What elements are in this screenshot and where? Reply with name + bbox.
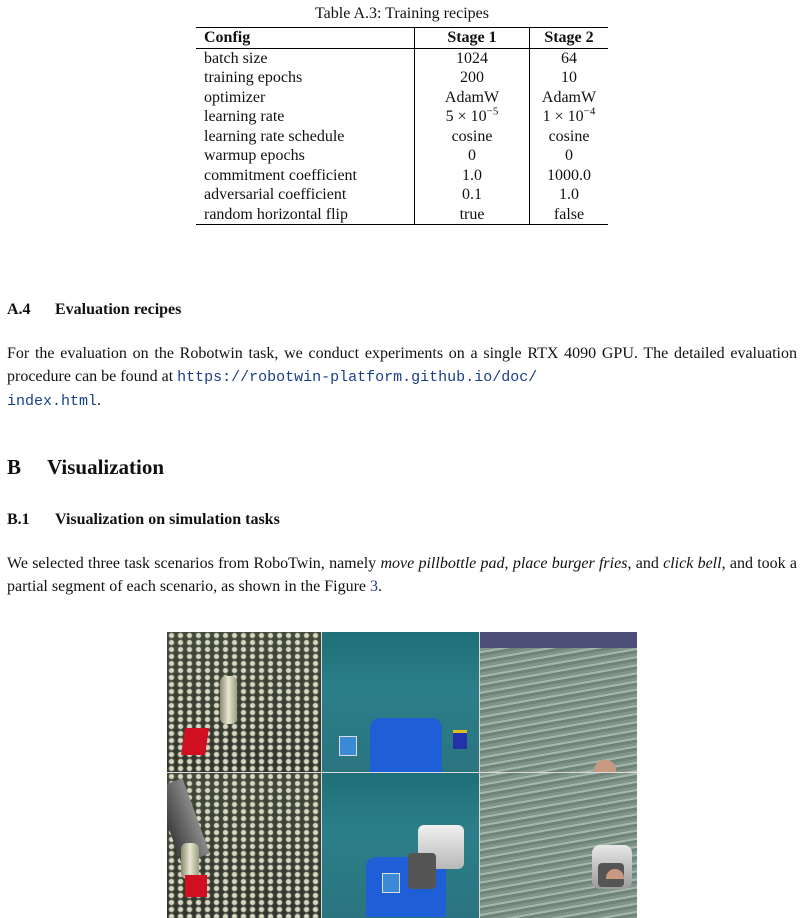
stage-1-value: 1024 (415, 48, 530, 68)
figure-panel-burger-fries-frame-1 (322, 632, 480, 773)
header-stage-2: Stage 2 (544, 29, 594, 46)
red-pad-image (185, 875, 207, 897)
stage-1-value: cosine (415, 127, 530, 147)
stage-1-value: 1.0 (415, 166, 530, 186)
paragraph-text: . (378, 578, 382, 595)
figure-panel-pillbottle-frame-2 (167, 773, 322, 918)
stage-2-value: 10 (561, 69, 577, 86)
section-a4-heading (7, 301, 181, 319)
pill-bottle-image (181, 843, 199, 879)
row-label: warmup epochs (204, 147, 305, 164)
paragraph-text: For the evaluation on the Robotwin task, we conduct experiments on a single RTX 4090 GPU. The detailed evaluation procedure can be found at (7, 345, 797, 385)
stage-1-value: 0.1 (415, 185, 530, 205)
paragraph-text: , and (627, 555, 664, 572)
row-label: random horizontal flip (204, 205, 348, 223)
table-row (196, 146, 608, 166)
section-a4-paragraph (7, 342, 797, 413)
stage-2-value: 64 (561, 49, 577, 67)
lr-mantissa: 5 × 10 (445, 108, 487, 125)
figure-panel-click-bell-frame-2 (480, 773, 637, 918)
stage-1-value: 200 (415, 68, 530, 88)
task-name: click bell (663, 555, 722, 572)
stage-1-value: AdamW (415, 88, 530, 108)
row-label: learning rate (204, 108, 285, 125)
red-pad-image (181, 728, 209, 755)
table-row (196, 127, 608, 147)
stage-2-value (530, 107, 609, 127)
evaluation-url-link-continued[interactable]: index.html (7, 393, 98, 410)
wall-strip (480, 632, 637, 648)
stage-2-value: cosine (548, 127, 590, 145)
burger-box-image (382, 873, 400, 893)
figure-reference-link[interactable]: 3 (370, 578, 378, 595)
section-number: A.4 (7, 301, 31, 318)
row-label: learning rate schedule (204, 127, 345, 145)
header-config: Config (204, 29, 251, 46)
row-label: training epochs (204, 69, 303, 86)
figure-panel-click-bell-frame-1 (480, 632, 637, 773)
section-b-heading (7, 455, 164, 479)
stage-2-value: AdamW (541, 88, 597, 106)
table-row (196, 68, 608, 88)
bell-image (594, 760, 616, 772)
figure-panel-pillbottle-frame-1 (167, 632, 322, 773)
stage-1-value (415, 107, 530, 127)
stage-1-value: true (415, 205, 530, 225)
paragraph-text: , (504, 555, 513, 572)
simulation-figure-grid (167, 632, 637, 918)
fries-box-image (453, 730, 467, 749)
table-caption: Table A.3: Training recipes (315, 5, 489, 22)
paragraph-text: . (97, 392, 102, 409)
lr-exponent: −5 (486, 105, 499, 118)
pill-bottle-image (220, 676, 237, 724)
table-row (196, 48, 608, 68)
lr-exponent: −4 (583, 105, 596, 118)
row-label: commitment coefficient (204, 166, 357, 184)
training-recipes-table (196, 27, 608, 225)
section-number: B.1 (7, 511, 30, 528)
stage-1-value: 0 (415, 146, 530, 166)
table-row (196, 166, 608, 186)
evaluation-url-link[interactable]: https://robotwin-platform.github.io/doc/ (177, 369, 538, 386)
stage-2-value: 0 (565, 147, 573, 164)
blue-tray-image (370, 718, 442, 773)
task-name: place burger fries (512, 555, 628, 572)
lr-mantissa: 1 × 10 (542, 108, 584, 125)
paragraph-text: We selected three task scenarios from RoboTwin, namely (7, 555, 381, 572)
row-label: adversarial coefficient (204, 186, 347, 203)
section-b1-heading (7, 511, 280, 529)
table-row (196, 185, 608, 205)
section-b1-paragraph (7, 552, 797, 598)
burger-box-image (339, 736, 357, 756)
stage-2-value: 1.0 (559, 186, 579, 203)
section-title: Evaluation recipes (55, 301, 182, 318)
section-title: Visualization (47, 455, 165, 479)
table-row (196, 205, 608, 225)
header-stage-1: Stage 1 (415, 28, 530, 49)
row-label: optimizer (204, 88, 266, 106)
paragraph-text: , and took a partial segment of each scenario, as shown in the Figure (7, 555, 798, 595)
task-name: move pillbottle pad (380, 555, 505, 572)
robot-arm-image (408, 853, 436, 889)
figure-panel-burger-fries-frame-2 (322, 773, 480, 918)
table-row (196, 88, 608, 108)
stage-2-value: 1000.0 (547, 166, 591, 184)
section-title: Visualization on simulation tasks (55, 511, 280, 528)
row-label: batch size (204, 49, 268, 67)
table-row (196, 107, 608, 127)
stage-2-value: false (553, 205, 585, 223)
table-header-row (196, 28, 608, 49)
section-number: B (7, 455, 22, 479)
